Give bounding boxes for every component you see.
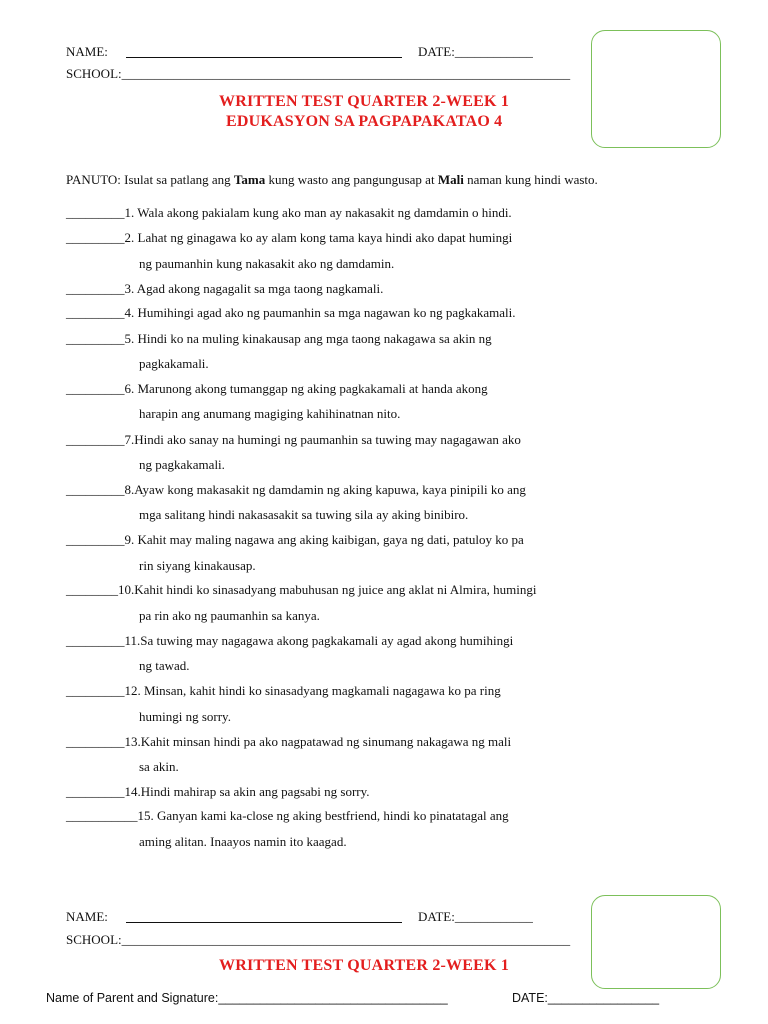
question-11-cont: ng tawad. <box>139 658 190 673</box>
instructions-label: PANUTO: <box>66 172 121 187</box>
footer-name-label: NAME: <box>66 909 108 924</box>
question-5: _________5. Hindi ko na muling kinakausap ang mga taong nakagawa sa akin ng <box>66 331 492 346</box>
subject-title: EDUKASYON SA PAGPAPAKATAO 4 <box>226 113 503 130</box>
question-9-cont: rin siyang kinakausap. <box>139 558 256 573</box>
question-8-cont: mga salitang hindi nakasasakit sa tuwing sila ay aking binibiro. <box>139 507 469 522</box>
instructions-text-b: kung wasto ang pangungusap at <box>265 172 438 187</box>
footer-school-label: SCHOOL:_____________________________________________________________________ <box>66 932 571 947</box>
question-10: ________10.Kahit hindi ko sinasadyang mabuhusan ng juice ang aklat ni Almira, humingi <box>66 582 537 597</box>
question-4: _________4. Humihingi agad ako ng paumanhin sa mga nagawan ko ng pagkakamali. <box>66 305 516 320</box>
footer-score-box <box>591 895 721 989</box>
question-13-cont: sa akin. <box>139 759 179 774</box>
question-2: _________2. Lahat ng ginagawa ko ay alam kong tama kaya hindi ako dapat humingi <box>66 230 513 245</box>
instructions-bold-tama: Tama <box>233 172 266 187</box>
instructions-text-a: Isulat sa patlang ang <box>120 172 234 187</box>
school-label: SCHOOL:_____________________________________________________________________ <box>66 66 571 81</box>
footer-date-label: DATE:____________ <box>418 909 533 924</box>
score-box <box>591 30 721 148</box>
question-12: _________12. Minsan, kahit hindi ko sinasadyang magkamali nagagawa ko pa ring <box>66 683 501 698</box>
question-7-cont: ng pagkakamali. <box>139 457 225 472</box>
question-12-cont: humingi ng sorry. <box>139 709 231 724</box>
question-8: _________8.Ayaw kong makasakit ng damdamin ng aking kapuwa, kaya pinipili ko ang <box>66 482 526 497</box>
parent-signature-label: Name of Parent and Signature:_________________________________ <box>46 991 448 1005</box>
question-14: _________14.Hindi mahirap sa akin ang pagsabi ng sorry. <box>66 784 370 799</box>
question-7: _________7.Hindi ako sanay na humingi ng paumanhin sa tuwing may nagagawan ako <box>66 432 521 447</box>
question-15: ___________15. Ganyan kami ka-close ng aking bestfriend, hindi ko pinatatagal ang <box>66 808 509 823</box>
question-1: _________1. Wala akong pakialam kung ako man ay nakasakit ng damdamin o hindi. <box>66 205 512 220</box>
name-field[interactable] <box>126 44 402 58</box>
parent-date-label: DATE:________________ <box>512 991 660 1005</box>
footer-name-field[interactable] <box>126 909 402 923</box>
question-15-cont: aming alitan. Inaayos namin ito kaagad. <box>139 834 347 849</box>
question-10-cont: pa rin ako ng paumanhin sa kanya. <box>139 608 320 623</box>
question-13: _________13.Kahit minsan hindi pa ako nagpatawad ng sinumang nakagawa ng mali <box>66 734 512 749</box>
question-9: _________9. Kahit may maling nagawa ang aking kaibigan, gaya ng dati, patuloy ko pa <box>66 532 524 547</box>
date-label: DATE:____________ <box>418 44 533 59</box>
footer-test-title: WRITTEN TEST QUARTER 2-WEEK 1 <box>219 957 510 974</box>
question-6: _________6. Marunong akong tumanggap ng aking pagkakamali at handa akong <box>66 381 488 396</box>
instructions <box>66 172 598 188</box>
question-5-cont: pagkakamali. <box>139 356 209 371</box>
question-2-cont: ng paumanhin kung nakasakit ako ng damdamin. <box>139 256 395 271</box>
test-title: WRITTEN TEST QUARTER 2-WEEK 1 <box>219 93 510 110</box>
question-6-cont: harapin ang anumang magiging kahihinatnan nito. <box>139 406 401 421</box>
question-3: _________3. Agad akong nagagalit sa mga taong nagkamali. <box>66 281 384 296</box>
instructions-text-c: naman kung hindi wasto. <box>463 172 598 187</box>
instructions-bold-mali: Mali <box>437 172 464 187</box>
name-label: NAME: <box>66 44 108 59</box>
question-11: _________11.Sa tuwing may nagagawa akong pagkakamali ay agad akong humihingi <box>66 633 514 648</box>
